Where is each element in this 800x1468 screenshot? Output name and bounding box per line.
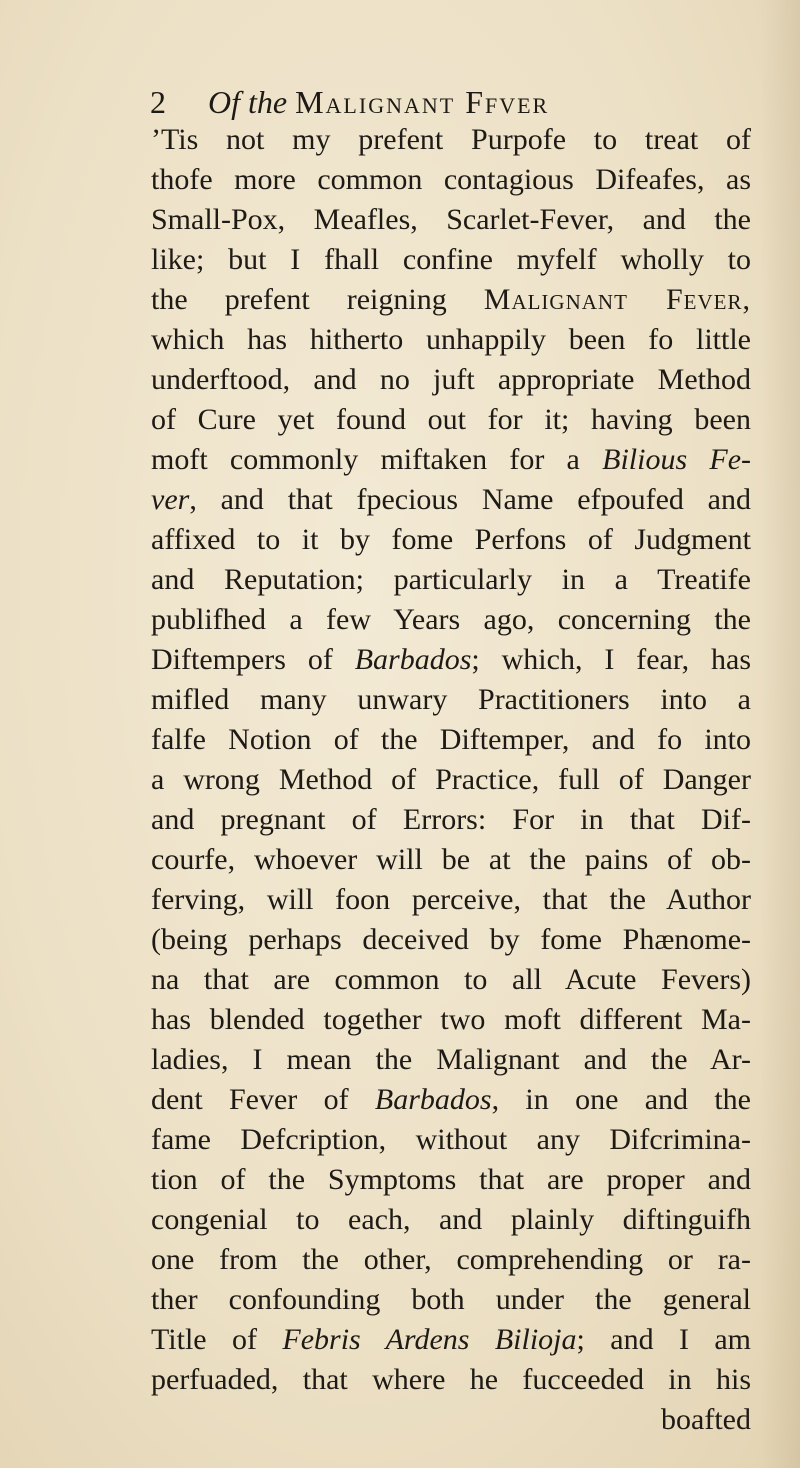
text-line: Diftempers of Barbados; which, I fear, has <box>151 643 751 676</box>
running-header <box>150 80 750 124</box>
text-line: the prefent reigning Malignant Fever, <box>151 283 751 316</box>
text-line: ’Tis not my prefent Purpofe to treat of <box>151 123 751 156</box>
text-line: ver, and that fpecious Name efpoufed and <box>151 483 751 516</box>
text-line: Small-Pox, Meafles, Scarlet-Fever, and the <box>151 203 751 236</box>
page-edge-shadow <box>760 0 800 1468</box>
text-line: ther confounding both under the general <box>151 1283 751 1316</box>
body-text <box>151 120 751 1440</box>
text-line: one from the other, comprehending or ra- <box>151 1243 751 1276</box>
text-line: thofe more common contagious Difeafes, as <box>151 163 751 196</box>
page-number: 2 <box>150 84 166 120</box>
text-line: underftood, and no juft appropriate Method <box>151 363 751 396</box>
header-title-caps: Malignant Ffver <box>295 84 550 120</box>
text-line: congenial to each, and plainly diftinguifh <box>151 1203 751 1236</box>
text-line: which has hitherto unhappily been fo little <box>151 323 751 356</box>
text-line: Title of Febris Ardens Bilioja; and I am <box>151 1323 751 1356</box>
text-line: of Cure yet found out for it; having been <box>151 403 751 436</box>
text-line: mifled many unwary Practitioners into a <box>151 683 751 716</box>
text-line: boafted <box>661 1403 751 1436</box>
text-line: fame Defcription, without any Difcrimina- <box>151 1123 751 1156</box>
text-line: perfuaded, that where he fucceeded in his <box>151 1363 751 1396</box>
text-line: (being perhaps deceived by fome Phænome- <box>151 923 751 956</box>
text-line: has blended together two moft different Ma- <box>151 1003 751 1036</box>
text-line: moft commonly miftaken for a Bilious Fe- <box>151 443 752 476</box>
text-line: falfe Notion of the Diftemper, and fo into <box>151 723 751 756</box>
text-line: ladies, I mean the Malignant and the Ar- <box>151 1043 751 1076</box>
text-line: and pregnant of Errors: For in that Dif- <box>151 803 751 836</box>
text-line: na that are common to all Acute Fevers) <box>151 963 751 996</box>
text-line: like; but I fhall confine myfelf wholly to <box>151 243 751 276</box>
text-line: affixed to it by fome Perfons of Judgment <box>151 523 751 556</box>
text-line: and Reputation; particularly in a Treatife <box>151 563 751 596</box>
text-line: dent Fever of Barbados, in one and the <box>151 1083 751 1116</box>
text-line: a wrong Method of Practice, full of Danger <box>151 763 751 796</box>
text-line: tion of the Symptoms that are proper and <box>151 1163 751 1196</box>
header-title-italic: Of the <box>208 84 288 120</box>
text-line: courfe, whoever will be at the pains of ob- <box>151 843 751 876</box>
text-line: publifhed a few Years ago, concerning the <box>151 603 751 636</box>
text-line: ferving, will foon perceive, that the Author <box>151 883 751 916</box>
